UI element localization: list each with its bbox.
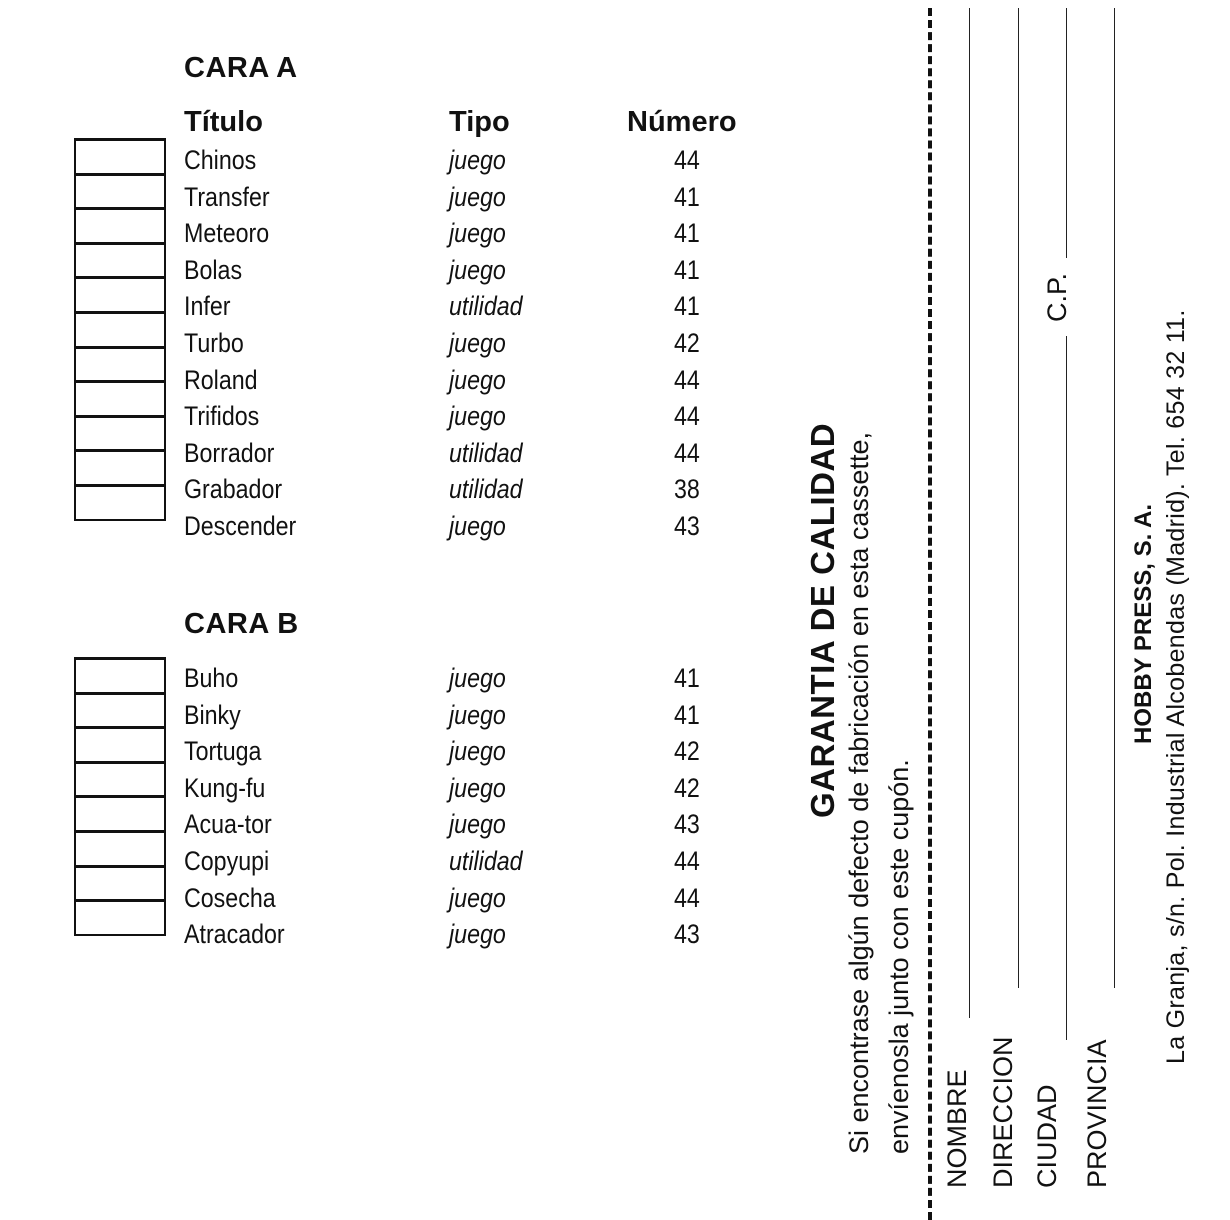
checkbox[interactable] — [74, 657, 166, 694]
program-number: 41 — [674, 291, 700, 322]
list-item — [184, 142, 744, 179]
checkbox[interactable] — [74, 173, 166, 210]
program-number: 44 — [674, 882, 700, 913]
program-number: 38 — [674, 474, 700, 505]
coupon-text-line-1: Si encontrase algún defecto de fabricación en esta cassette, — [844, 432, 874, 1154]
ciudad-rule — [1066, 336, 1067, 1040]
column-header-type: Tipo — [449, 106, 510, 138]
checkbox[interactable] — [74, 761, 166, 798]
program-title: Meteoro — [184, 218, 270, 249]
list-item — [184, 252, 744, 289]
provincia-field-label[interactable]: PROVINCIA — [1082, 1039, 1112, 1188]
program-number: 44 — [674, 364, 700, 395]
program-title: Trifidos — [184, 401, 260, 432]
program-number: 42 — [674, 772, 700, 803]
coupon-text-line-2: envíenosla junto con este cupón. — [884, 759, 914, 1154]
program-number: 44 — [674, 401, 700, 432]
provincia-rule — [1114, 8, 1115, 988]
program-number: 41 — [674, 254, 700, 285]
program-title: Transfer — [184, 181, 270, 212]
program-title: Acua-tor — [184, 809, 272, 840]
program-number: 42 — [674, 327, 700, 358]
program-type: juego — [449, 401, 506, 432]
nombre-field-label[interactable]: NOMBRE — [942, 1069, 972, 1188]
nombre-rule — [969, 8, 970, 1018]
list-item — [184, 325, 744, 362]
program-number: 43 — [674, 919, 700, 950]
program-title: Grabador — [184, 474, 283, 505]
program-type: utilidad — [449, 291, 523, 322]
side-b-checkboxes — [74, 659, 166, 936]
checkbox[interactable] — [74, 830, 166, 867]
program-type: juego — [449, 809, 506, 840]
checkbox[interactable] — [74, 899, 166, 936]
program-number: 42 — [674, 736, 700, 767]
program-title: Chinos — [184, 145, 257, 175]
list-item — [184, 660, 744, 697]
list-item — [184, 179, 744, 216]
program-type: juego — [449, 663, 506, 693]
program-type: juego — [449, 327, 506, 358]
program-number: 41 — [674, 218, 700, 249]
checkbox[interactable] — [74, 484, 166, 521]
program-number: 41 — [674, 699, 700, 730]
program-type: juego — [449, 181, 506, 212]
checkbox[interactable] — [74, 795, 166, 832]
program-number: 41 — [674, 181, 700, 212]
program-type: juego — [449, 699, 506, 730]
program-type: juego — [449, 882, 506, 913]
checkbox[interactable] — [74, 138, 166, 175]
checkbox[interactable] — [74, 276, 166, 313]
list-item — [184, 215, 744, 252]
program-number: 43 — [674, 809, 700, 840]
program-title: Atracador — [184, 919, 285, 950]
program-title: Borrador — [184, 437, 275, 468]
coupon-title: GARANTIA DE CALIDAD — [804, 422, 841, 818]
checkbox[interactable] — [74, 449, 166, 486]
side-b-heading: CARA B — [184, 608, 299, 640]
program-type: utilidad — [449, 474, 523, 505]
checkbox[interactable] — [74, 415, 166, 452]
checkbox[interactable] — [74, 346, 166, 383]
list-item — [184, 398, 744, 435]
program-title: Binky — [184, 699, 241, 730]
program-type: juego — [449, 919, 506, 950]
program-title: Tortuga — [184, 736, 262, 767]
list-item — [184, 880, 744, 917]
program-type: juego — [449, 364, 506, 395]
program-title: Kung-fu — [184, 772, 266, 803]
program-title: Cosecha — [184, 882, 276, 913]
program-title: Buho — [184, 663, 239, 693]
list-item — [184, 288, 744, 325]
column-header-number: Número — [627, 106, 737, 138]
list-item — [184, 471, 744, 508]
program-title: Copyupi — [184, 845, 270, 876]
list-item — [184, 806, 744, 843]
list-item — [184, 916, 744, 953]
program-title: Bolas — [184, 254, 243, 285]
program-title: Turbo — [184, 327, 244, 358]
list-item — [184, 435, 744, 472]
program-number: 44 — [674, 845, 700, 876]
program-type: utilidad — [449, 845, 523, 876]
checkbox[interactable] — [74, 380, 166, 417]
checkbox[interactable] — [74, 865, 166, 902]
list-item — [184, 770, 744, 807]
program-number: 44 — [674, 437, 700, 468]
side-a-list — [184, 142, 744, 545]
program-type: juego — [449, 510, 506, 541]
company-address: La Granja, s/n. Pol. Industrial Alcobendas (Madrid). Tel. 654 32 11. — [1162, 309, 1190, 1064]
program-type: juego — [449, 736, 506, 767]
checkbox[interactable] — [74, 692, 166, 729]
program-title: Roland — [184, 364, 258, 395]
program-type: juego — [449, 218, 506, 249]
list-item — [184, 843, 744, 880]
cp-rule — [1066, 8, 1067, 258]
program-number: 43 — [674, 510, 700, 541]
program-type: utilidad — [449, 437, 523, 468]
program-title: Infer — [184, 291, 231, 322]
direccion-field-label[interactable]: DIRECCION — [988, 1036, 1018, 1188]
program-number: 44 — [674, 145, 700, 175]
program-type: juego — [449, 145, 506, 175]
column-header-title: Título — [184, 106, 263, 138]
checkbox[interactable] — [74, 242, 166, 279]
list-item — [184, 733, 744, 770]
direccion-rule — [1018, 8, 1019, 988]
ciudad-field-label[interactable]: CIUDAD — [1032, 1084, 1062, 1188]
checkbox[interactable] — [74, 311, 166, 348]
list-item — [184, 697, 744, 734]
list-item — [184, 508, 744, 545]
company-name: HOBBY PRESS, S. A. — [1130, 503, 1157, 744]
program-title: Descender — [184, 510, 297, 541]
program-type: juego — [449, 254, 506, 285]
side-a-checkboxes — [74, 140, 166, 521]
side-a-heading: CARA A — [184, 52, 298, 84]
program-number: 41 — [674, 663, 700, 693]
cp-field-label[interactable]: C.P. — [1042, 272, 1072, 322]
list-item — [184, 362, 744, 399]
checkbox[interactable] — [74, 726, 166, 763]
side-b-list — [184, 660, 744, 953]
checkbox[interactable] — [74, 207, 166, 244]
cut-line — [928, 8, 932, 1220]
program-type: juego — [449, 772, 506, 803]
